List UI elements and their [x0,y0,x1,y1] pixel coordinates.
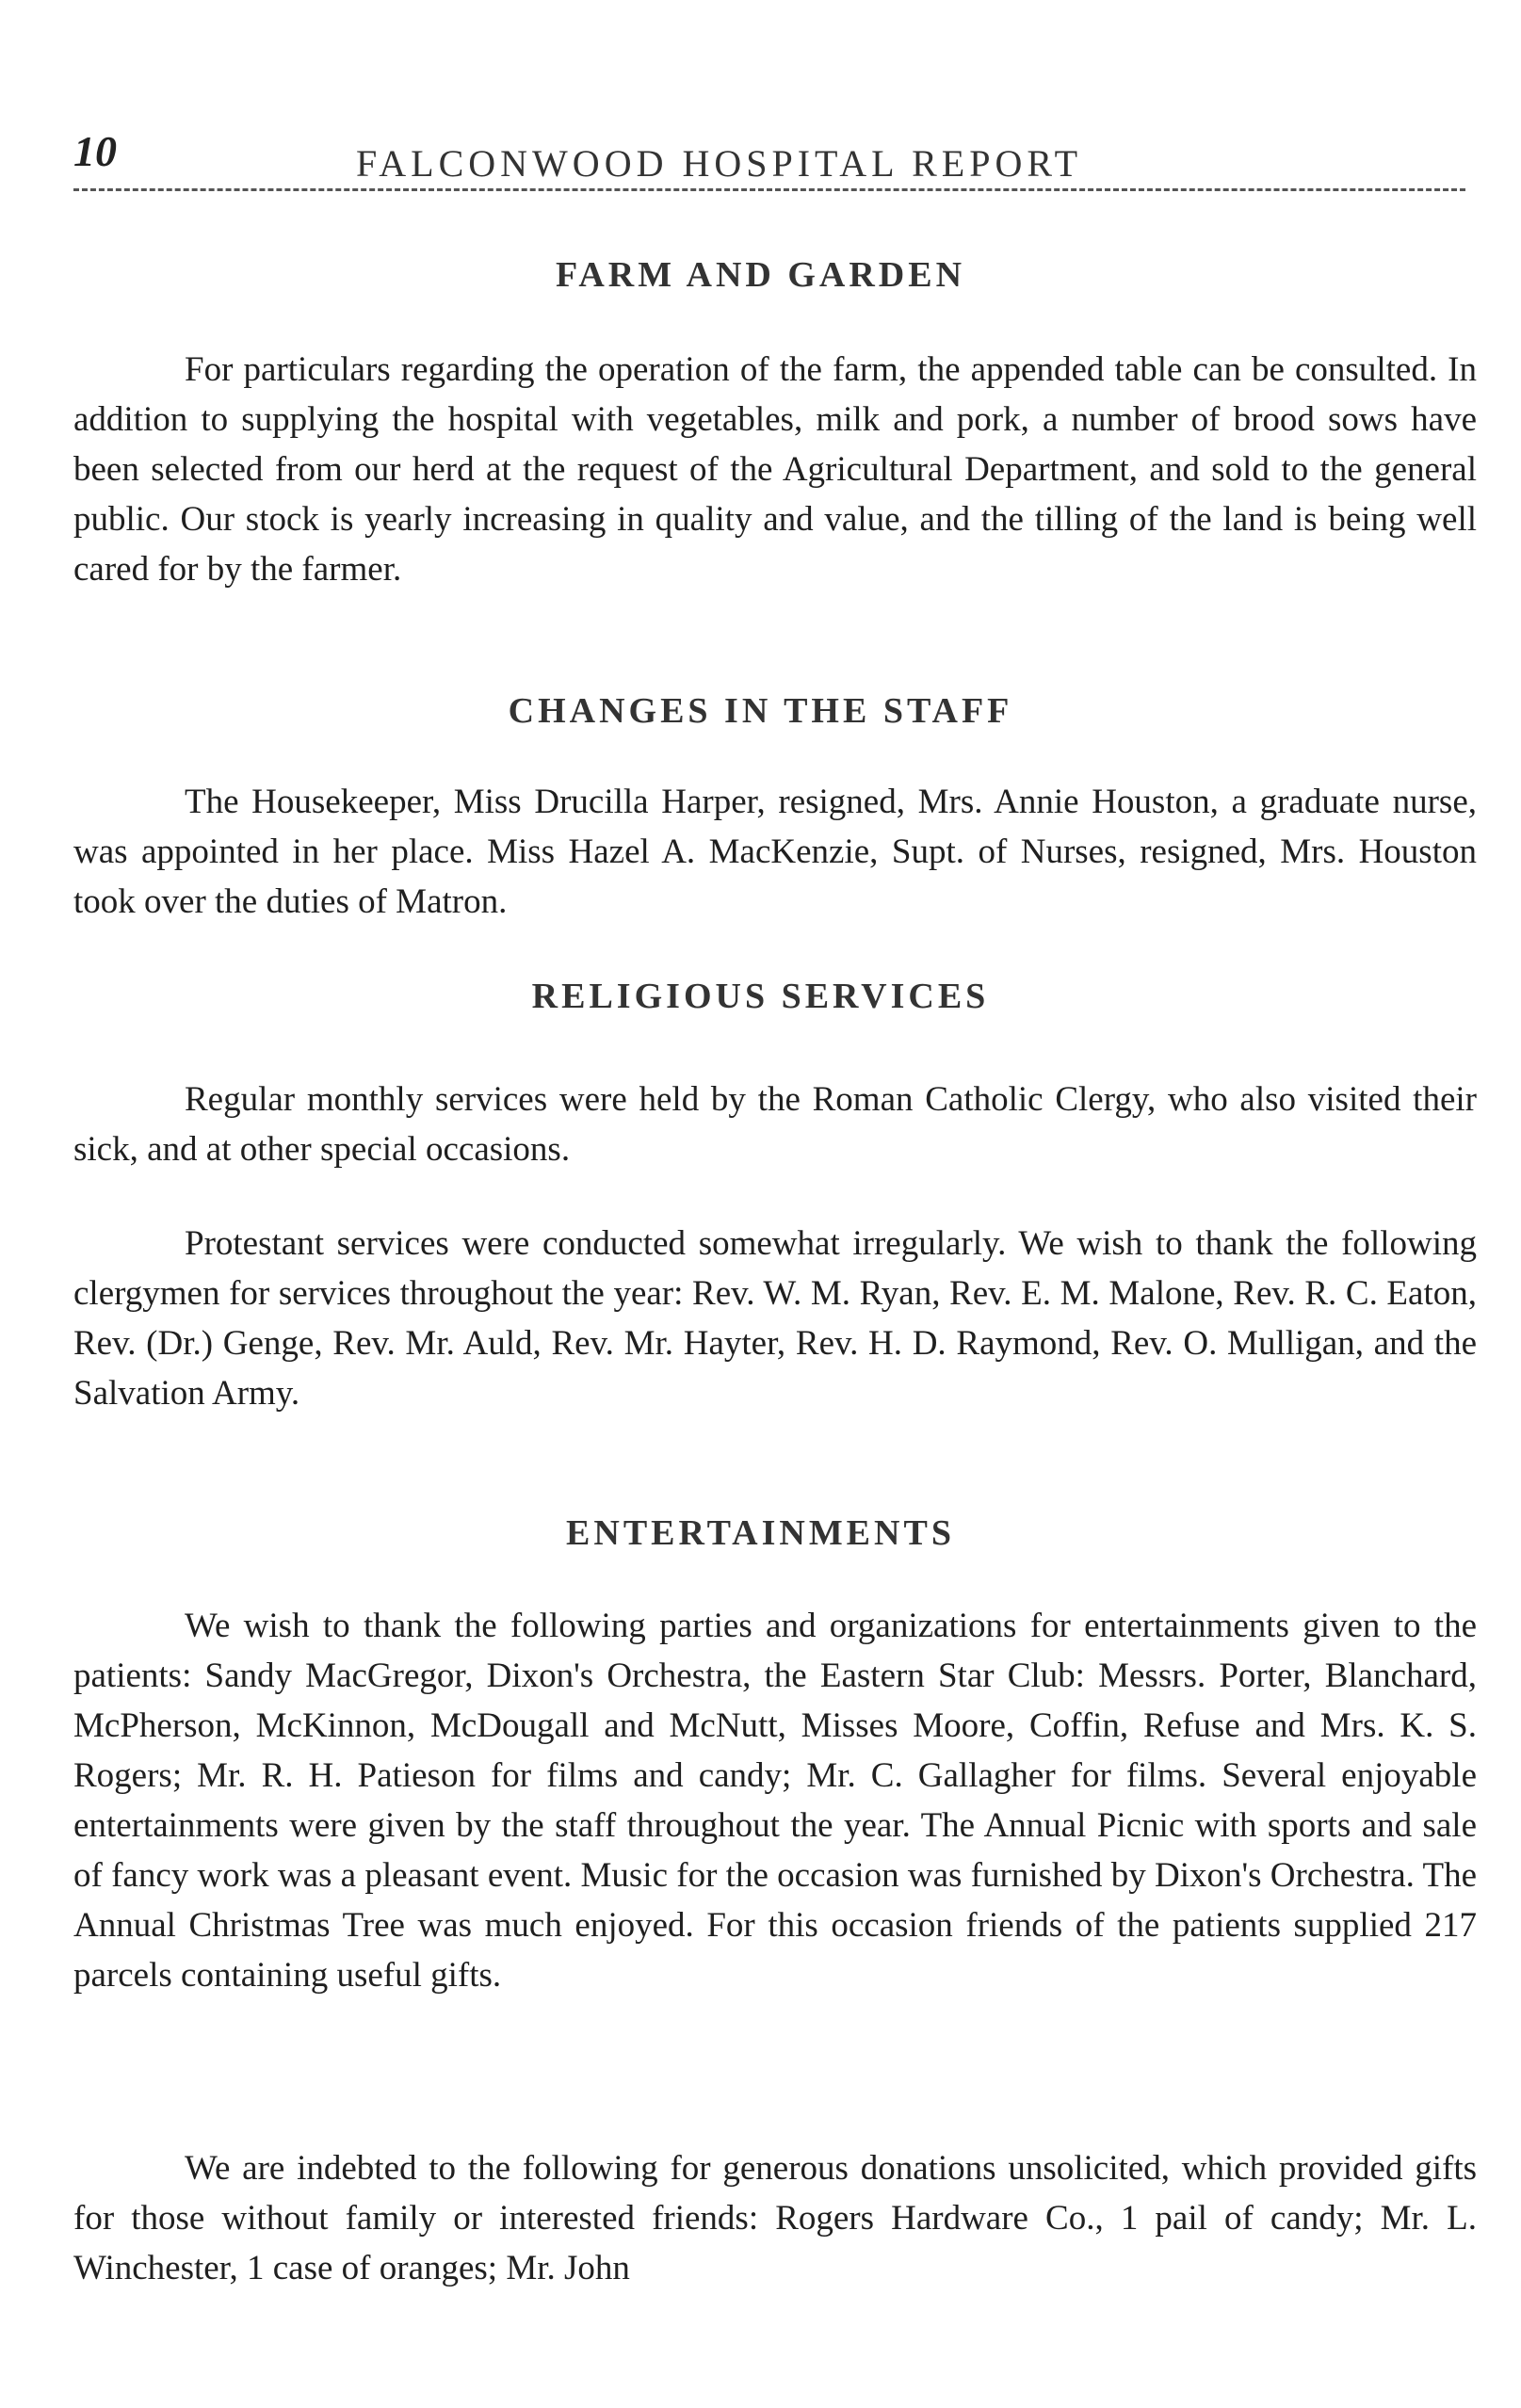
paragraph-farm: For particulars regarding the operation of the farm, the appended table can be consulted. In addition to supplying the hospital with vegetables, milk and pork, a number of brood sows have been selected from our herd at the request of the Agricultural Department, and sold to the general public. Our stock is yearly increasing in quality and value, and the tilling of the land is being well cared for by the farmer. [73,350,1477,589]
header-rule [73,188,1465,191]
paragraph-entertainments: We wish to thank the following parties and organizations for entertainments given to the patients: Sandy MacGregor, Dixon's Orchestra, the Eastern Star Club: Messrs. Porter, Blanchard, McPherson, McKinnon, McDougall and McNutt, Misses Moore, Coffin, Refuse and Mrs. K. S. Rogers; Mr. R. H. Patieson for films and candy; Mr. C. Gallagher for films. Several enjoyable entertainments were given by the staff throughout the year. The Annual Picnic with sports and sale of fancy work was a pleasant event. Music for the occasion was furnished by Dixon's Orchestra. The Annual Christmas Tree was much enjoyed. For this occasion friends of the patients supplied 217 parcels containing useful gifts. [73,1607,1477,1995]
page-number: 10 [73,127,117,175]
paragraph-donations: We are indebted to the following for generous donations unsolicited, which provided gifts for those without family or interested friends: Rogers Hardware Co., 1 pail of candy; Mr. L. Winchester, 1 case of oranges; Mr. John [73,2149,1477,2287]
heading-farm-and-garden: FARM AND GARDEN [555,255,966,295]
paragraph-religious-catholic: Regular monthly services were held by the Roman Catholic Clergy, who also visited their sick, and at other special occasions. [73,1080,1477,1169]
report-title: FALCONWOOD HOSPITAL REPORT [356,142,1083,185]
heading-changes-in-staff: CHANGES IN THE STAFF [508,691,1013,731]
heading-religious-services: RELIGIOUS SERVICES [531,977,990,1016]
running-header [73,121,1465,200]
heading-entertainments: ENTERTAINMENTS [566,1513,955,1553]
paragraph-religious-protestant: Protestant services were conducted somewhat irregularly. We wish to thank the following clergymen for services throughout the year: Rev. W. M. Ryan, Rev. E. M. Malone, Rev. R. C. Eaton, Rev. (Dr.) Genge, Rev. Mr. Auld, Rev. Mr. Hayter, Rev. H. D. Raymond, Rev. O. Mulligan, and the Salvation Army. [73,1224,1477,1413]
paragraph-staff: The Housekeeper, Miss Drucilla Harper, resigned, Mrs. Annie Houston, a graduate nurse, was appointed in her place. Miss Hazel A. MacKenzie, Supt. of Nurses, resigned, Mrs. Houston took over the duties of Matron. [73,783,1477,921]
